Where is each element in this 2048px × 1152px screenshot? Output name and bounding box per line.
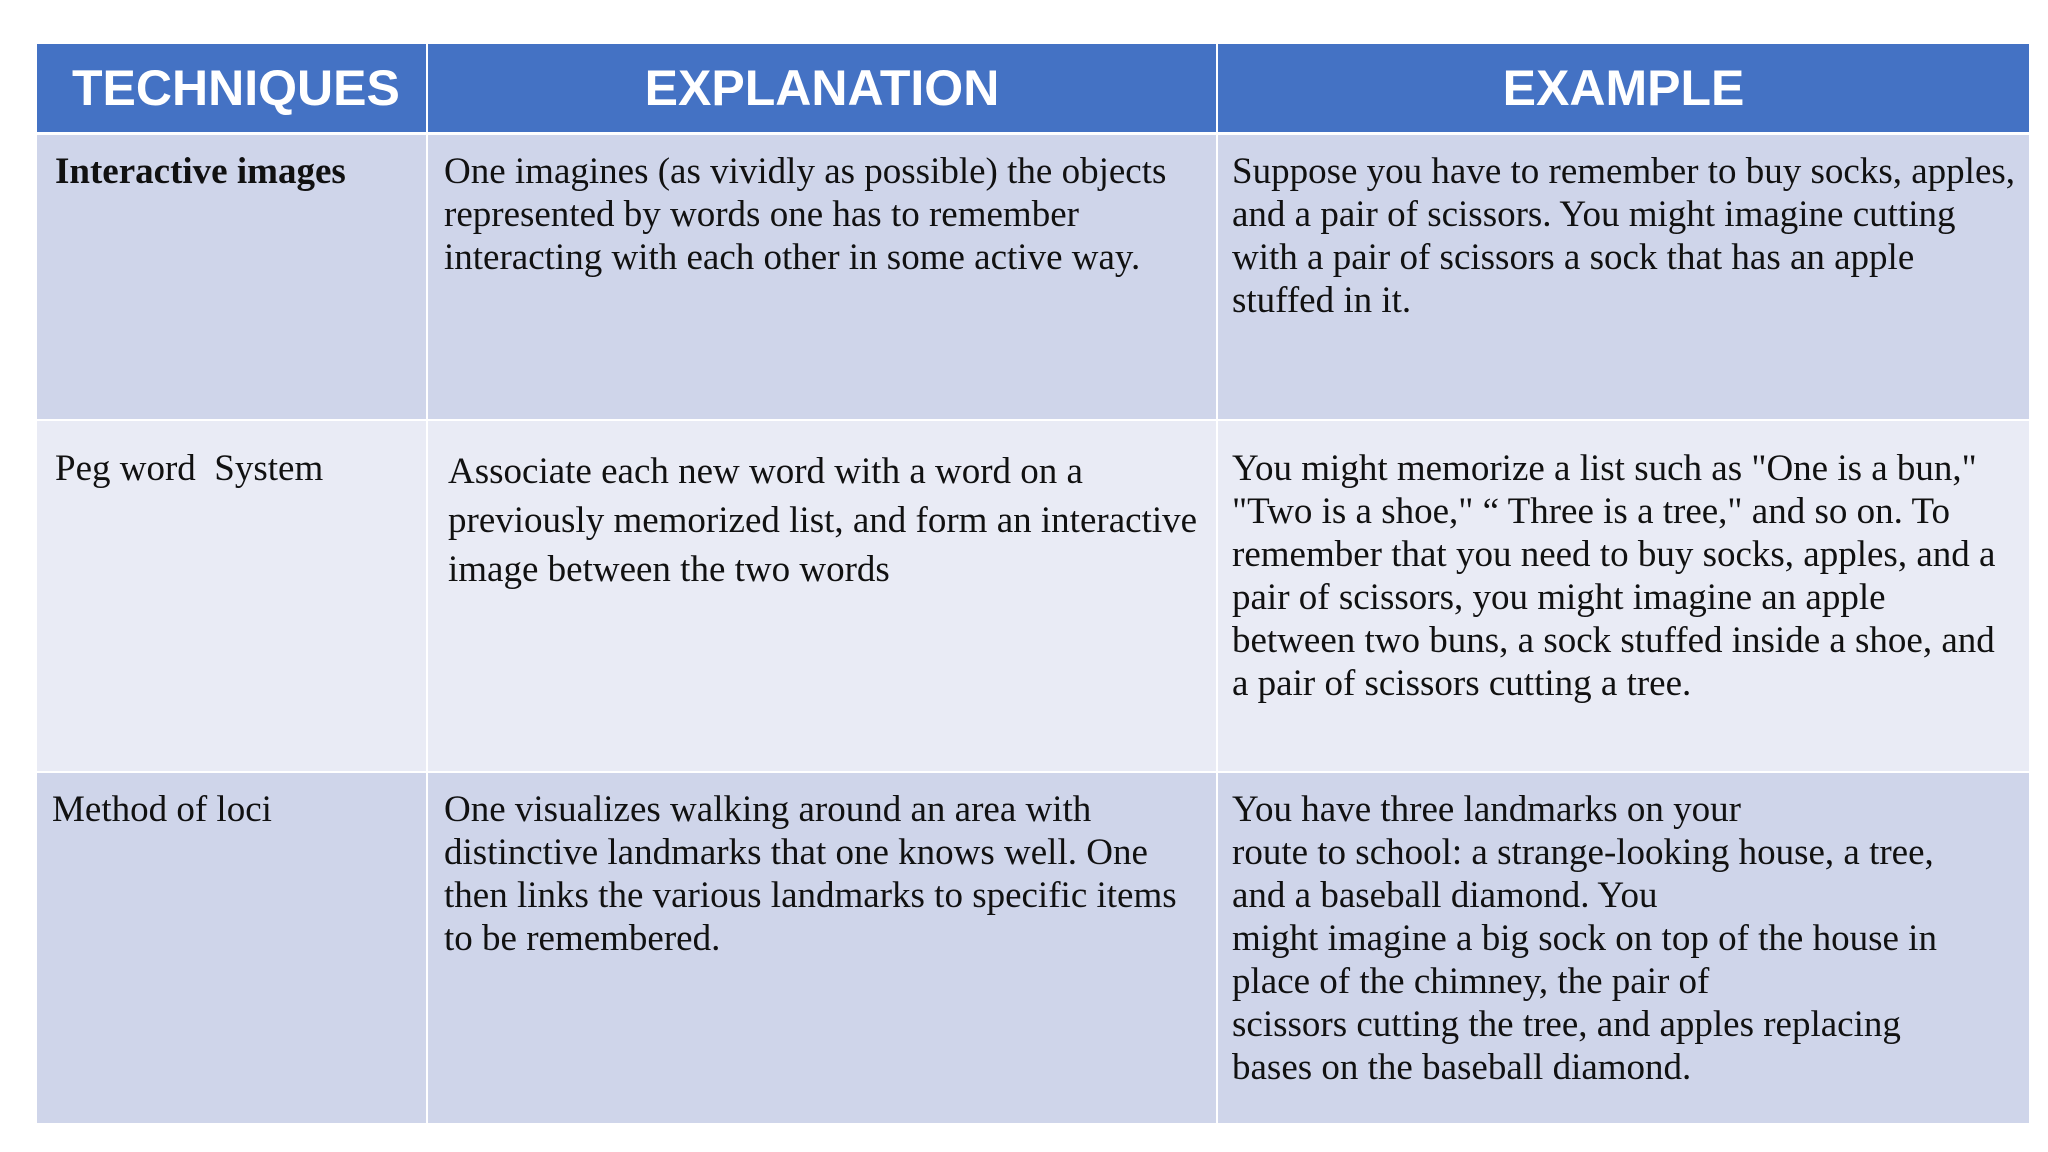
explanation-text: Associate each new word with a word on a previously memorized list, and form an interactive image between the two words	[448, 451, 1198, 590]
example-cell	[1217, 420, 2029, 772]
header-example: EXAMPLE	[1217, 44, 2029, 134]
technique-cell	[37, 420, 427, 772]
example-text: You have three landmarks on your route to school: a strange-looking house, a tree, and a baseball diamond. You might imagine a big sock on top of the house in place of the chimney, the pair of scissors cutting the tree, and apples replacing bases on the baseball diamond.	[1232, 789, 1937, 1088]
table-row	[37, 772, 2029, 1124]
example-cell	[1217, 134, 2029, 421]
explanation-cell	[427, 420, 1217, 772]
table-row	[37, 420, 2029, 772]
example-text: Suppose you have to remember to buy socks, apples, and a pair of scissors. You might imagine cutting with a pair of scissors a sock that has an apple stuffed in it.	[1232, 151, 2016, 321]
explanation-text: One imagines (as vividly as possible) the objects represented by words one has to remember interacting with each other in some active way.	[444, 151, 1167, 278]
mnemonic-techniques-table	[37, 44, 2029, 1125]
technique-name: Peg word System	[55, 448, 324, 489]
example-text: You might memorize a list such as "One is a bun," "Two is a shoe," “ Three is a tree," and so on. To remember that you need to buy socks, apples, and a pair of scissors, you might imagine an apple between two buns, a sock stuffed inside a shoe, and a pair of scissors cutting a tree.	[1232, 448, 1996, 704]
header-row	[37, 44, 2029, 134]
explanation-text: One visualizes walking around an area with distinctive landmarks that one knows well. One then links the various landmarks to specific items to be remembered.	[444, 789, 1177, 959]
explanation-cell	[427, 134, 1217, 421]
technique-cell	[37, 134, 427, 421]
explanation-cell	[427, 772, 1217, 1124]
technique-cell	[37, 772, 427, 1124]
example-cell	[1217, 772, 2029, 1124]
header-techniques: TECHNIQUES	[37, 44, 427, 134]
header-explanation: EXPLANATION	[427, 44, 1217, 134]
technique-name: Method of loci	[52, 789, 272, 830]
table-row	[37, 134, 2029, 421]
technique-name: Interactive images	[55, 151, 346, 192]
